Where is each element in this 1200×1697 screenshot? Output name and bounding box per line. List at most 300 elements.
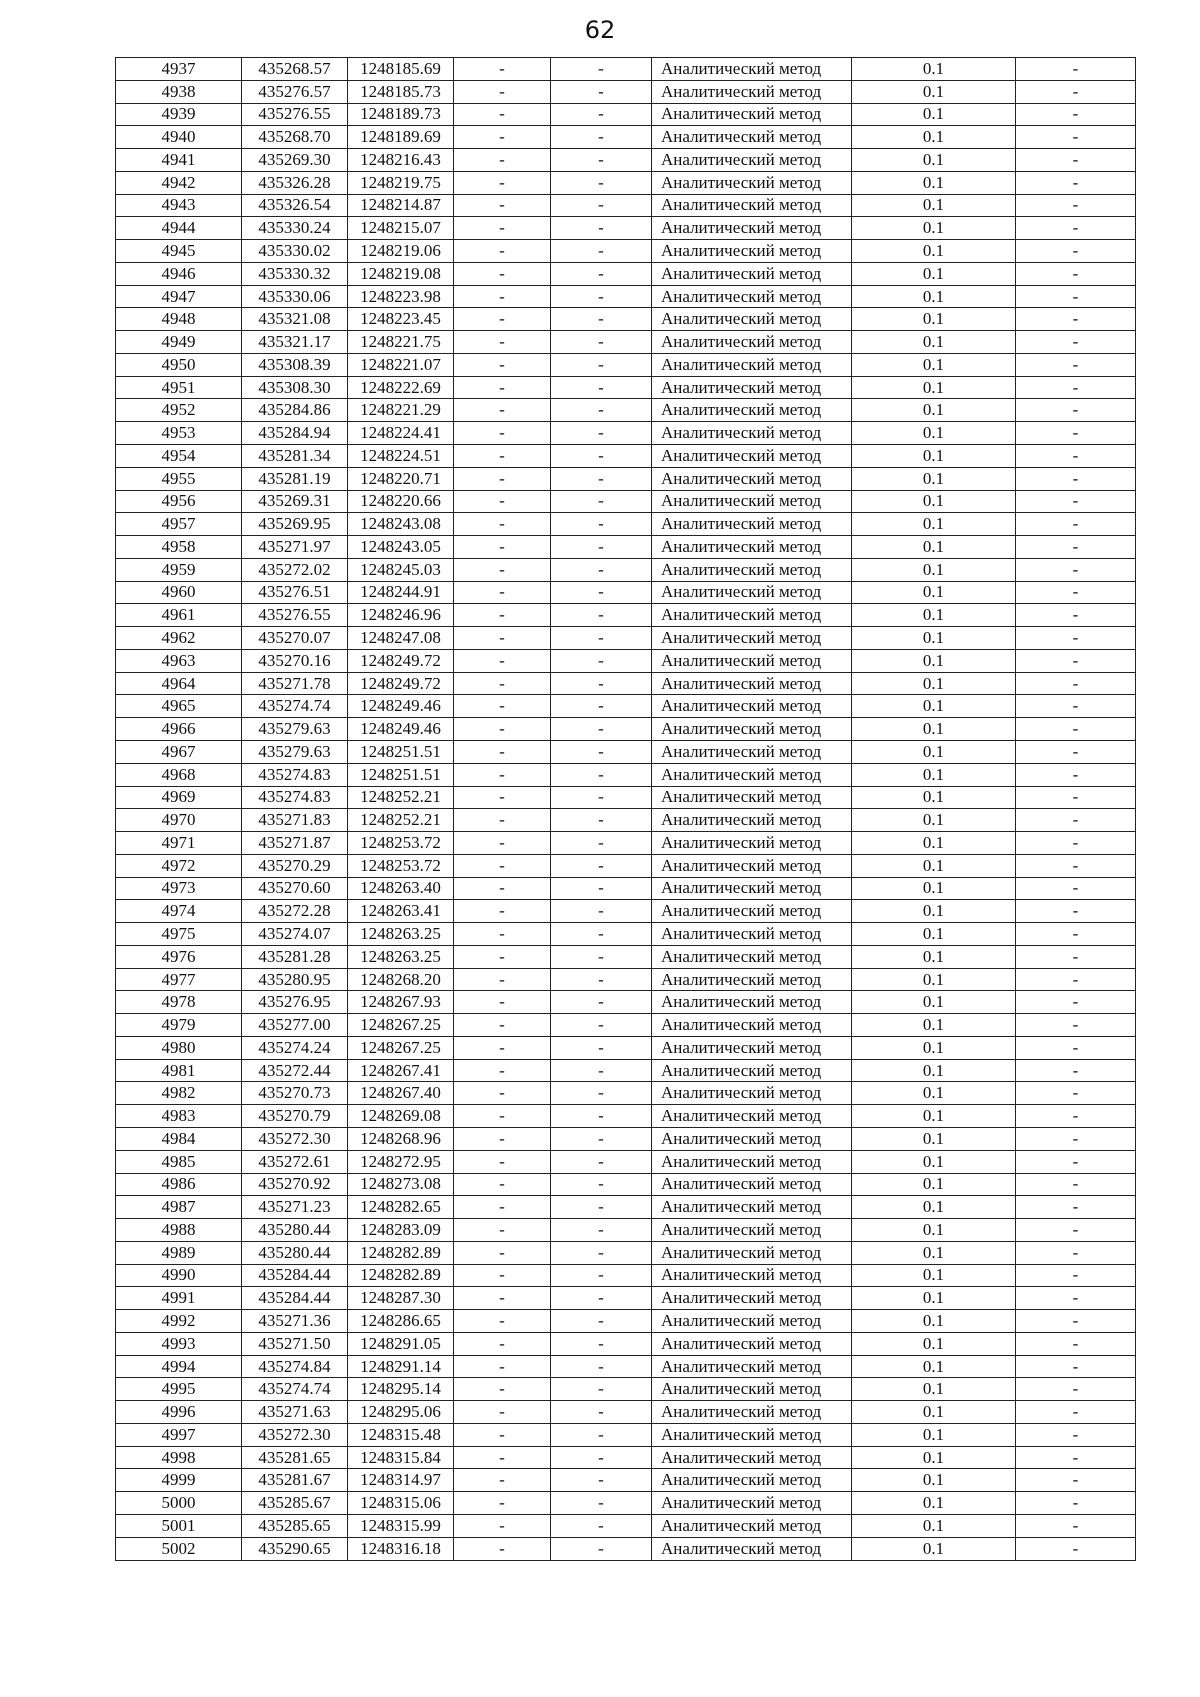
empty-cell: - xyxy=(1016,877,1136,900)
y-coordinate-cell: 1248185.73 xyxy=(348,80,454,103)
x-coordinate-cell: 435330.02 xyxy=(242,240,348,263)
method-cell: Аналитический метод xyxy=(652,649,852,672)
point-number-cell: 4960 xyxy=(116,581,242,604)
empty-cell: - xyxy=(1016,58,1136,81)
y-coordinate-cell: 1248252.21 xyxy=(348,786,454,809)
y-coordinate-cell: 1248219.75 xyxy=(348,171,454,194)
table-row xyxy=(116,58,1136,81)
empty-cell: - xyxy=(454,467,551,490)
x-coordinate-cell: 435274.74 xyxy=(242,695,348,718)
y-coordinate-cell: 1248283.09 xyxy=(348,1219,454,1242)
method-cell: Аналитический метод xyxy=(652,1492,852,1515)
x-coordinate-cell: 435280.95 xyxy=(242,968,348,991)
empty-cell: - xyxy=(454,1469,551,1492)
empty-cell: - xyxy=(551,1014,652,1037)
empty-cell: - xyxy=(1016,376,1136,399)
point-number-cell: 4975 xyxy=(116,923,242,946)
empty-cell: - xyxy=(1016,399,1136,422)
table-row xyxy=(116,399,1136,422)
x-coordinate-cell: 435270.79 xyxy=(242,1105,348,1128)
precision-cell: 0.1 xyxy=(852,445,1016,468)
x-coordinate-cell: 435285.67 xyxy=(242,1492,348,1515)
method-cell: Аналитический метод xyxy=(652,1173,852,1196)
point-number-cell: 4978 xyxy=(116,991,242,1014)
empty-cell: - xyxy=(454,763,551,786)
point-number-cell: 4998 xyxy=(116,1446,242,1469)
point-number-cell: 4997 xyxy=(116,1423,242,1446)
x-coordinate-cell: 435330.06 xyxy=(242,285,348,308)
empty-cell: - xyxy=(1016,627,1136,650)
empty-cell: - xyxy=(551,1287,652,1310)
precision-cell: 0.1 xyxy=(852,740,1016,763)
method-cell: Аналитический метод xyxy=(652,1150,852,1173)
empty-cell: - xyxy=(551,877,652,900)
table-row xyxy=(116,877,1136,900)
x-coordinate-cell: 435284.44 xyxy=(242,1264,348,1287)
precision-cell: 0.1 xyxy=(852,1036,1016,1059)
point-number-cell: 4948 xyxy=(116,308,242,331)
x-coordinate-cell: 435281.19 xyxy=(242,467,348,490)
y-coordinate-cell: 1248315.99 xyxy=(348,1515,454,1538)
x-coordinate-cell: 435308.30 xyxy=(242,376,348,399)
precision-cell: 0.1 xyxy=(852,262,1016,285)
method-cell: Аналитический метод xyxy=(652,581,852,604)
empty-cell: - xyxy=(551,1446,652,1469)
table-row xyxy=(116,445,1136,468)
empty-cell: - xyxy=(454,1332,551,1355)
empty-cell: - xyxy=(454,1401,551,1424)
method-cell: Аналитический метод xyxy=(652,1446,852,1469)
x-coordinate-cell: 435284.86 xyxy=(242,399,348,422)
table-row xyxy=(116,1446,1136,1469)
x-coordinate-cell: 435330.24 xyxy=(242,217,348,240)
precision-cell: 0.1 xyxy=(852,331,1016,354)
empty-cell: - xyxy=(1016,968,1136,991)
y-coordinate-cell: 1248282.89 xyxy=(348,1264,454,1287)
empty-cell: - xyxy=(1016,1014,1136,1037)
empty-cell: - xyxy=(1016,1241,1136,1264)
method-cell: Аналитический метод xyxy=(652,149,852,172)
point-number-cell: 5000 xyxy=(116,1492,242,1515)
precision-cell: 0.1 xyxy=(852,718,1016,741)
empty-cell: - xyxy=(454,877,551,900)
y-coordinate-cell: 1248272.95 xyxy=(348,1150,454,1173)
x-coordinate-cell: 435271.50 xyxy=(242,1332,348,1355)
empty-cell: - xyxy=(454,422,551,445)
empty-cell: - xyxy=(454,1150,551,1173)
y-coordinate-cell: 1248189.73 xyxy=(348,103,454,126)
point-number-cell: 4947 xyxy=(116,285,242,308)
y-coordinate-cell: 1248263.41 xyxy=(348,900,454,923)
point-number-cell: 4995 xyxy=(116,1378,242,1401)
empty-cell: - xyxy=(454,353,551,376)
empty-cell: - xyxy=(551,854,652,877)
empty-cell: - xyxy=(1016,422,1136,445)
precision-cell: 0.1 xyxy=(852,1423,1016,1446)
point-number-cell: 4942 xyxy=(116,171,242,194)
point-number-cell: 4967 xyxy=(116,740,242,763)
y-coordinate-cell: 1248224.41 xyxy=(348,422,454,445)
precision-cell: 0.1 xyxy=(852,376,1016,399)
method-cell: Аналитический метод xyxy=(652,900,852,923)
method-cell: Аналитический метод xyxy=(652,854,852,877)
x-coordinate-cell: 435272.61 xyxy=(242,1150,348,1173)
y-coordinate-cell: 1248268.96 xyxy=(348,1127,454,1150)
empty-cell: - xyxy=(1016,308,1136,331)
empty-cell: - xyxy=(454,217,551,240)
point-number-cell: 4953 xyxy=(116,422,242,445)
x-coordinate-cell: 435330.32 xyxy=(242,262,348,285)
method-cell: Аналитический метод xyxy=(652,877,852,900)
precision-cell: 0.1 xyxy=(852,1105,1016,1128)
empty-cell: - xyxy=(454,1287,551,1310)
x-coordinate-cell: 435270.16 xyxy=(242,649,348,672)
empty-cell: - xyxy=(454,740,551,763)
empty-cell: - xyxy=(1016,1446,1136,1469)
method-cell: Аналитический метод xyxy=(652,627,852,650)
table-row xyxy=(116,1537,1136,1560)
table-row xyxy=(116,1355,1136,1378)
x-coordinate-cell: 435284.44 xyxy=(242,1287,348,1310)
empty-cell: - xyxy=(454,240,551,263)
table-row xyxy=(116,536,1136,559)
empty-cell: - xyxy=(1016,80,1136,103)
empty-cell: - xyxy=(454,1173,551,1196)
method-cell: Аналитический метод xyxy=(652,1310,852,1333)
x-coordinate-cell: 435274.24 xyxy=(242,1036,348,1059)
y-coordinate-cell: 1248220.71 xyxy=(348,467,454,490)
method-cell: Аналитический метод xyxy=(652,58,852,81)
method-cell: Аналитический метод xyxy=(652,695,852,718)
point-number-cell: 4964 xyxy=(116,672,242,695)
y-coordinate-cell: 1248249.72 xyxy=(348,672,454,695)
empty-cell: - xyxy=(551,58,652,81)
empty-cell: - xyxy=(551,1150,652,1173)
point-number-cell: 4969 xyxy=(116,786,242,809)
x-coordinate-cell: 435274.83 xyxy=(242,786,348,809)
empty-cell: - xyxy=(454,1196,551,1219)
y-coordinate-cell: 1248316.18 xyxy=(348,1537,454,1560)
table-row xyxy=(116,194,1136,217)
empty-cell: - xyxy=(1016,649,1136,672)
point-number-cell: 4951 xyxy=(116,376,242,399)
empty-cell: - xyxy=(551,604,652,627)
point-number-cell: 4954 xyxy=(116,445,242,468)
method-cell: Аналитический метод xyxy=(652,1423,852,1446)
precision-cell: 0.1 xyxy=(852,1241,1016,1264)
x-coordinate-cell: 435270.07 xyxy=(242,627,348,650)
empty-cell: - xyxy=(551,308,652,331)
precision-cell: 0.1 xyxy=(852,285,1016,308)
empty-cell: - xyxy=(551,467,652,490)
empty-cell: - xyxy=(454,786,551,809)
table-row xyxy=(116,285,1136,308)
y-coordinate-cell: 1248315.84 xyxy=(348,1446,454,1469)
table-row xyxy=(116,968,1136,991)
table-row xyxy=(116,308,1136,331)
x-coordinate-cell: 435271.97 xyxy=(242,536,348,559)
empty-cell: - xyxy=(551,1219,652,1242)
empty-cell: - xyxy=(454,968,551,991)
precision-cell: 0.1 xyxy=(852,809,1016,832)
empty-cell: - xyxy=(551,376,652,399)
precision-cell: 0.1 xyxy=(852,490,1016,513)
y-coordinate-cell: 1248286.65 xyxy=(348,1310,454,1333)
y-coordinate-cell: 1248295.14 xyxy=(348,1378,454,1401)
y-coordinate-cell: 1248253.72 xyxy=(348,854,454,877)
empty-cell: - xyxy=(551,80,652,103)
empty-cell: - xyxy=(454,1127,551,1150)
empty-cell: - xyxy=(551,740,652,763)
empty-cell: - xyxy=(454,1105,551,1128)
table-row xyxy=(116,945,1136,968)
empty-cell: - xyxy=(1016,353,1136,376)
precision-cell: 0.1 xyxy=(852,695,1016,718)
table-row xyxy=(116,1127,1136,1150)
method-cell: Аналитический метод xyxy=(652,604,852,627)
empty-cell: - xyxy=(551,786,652,809)
x-coordinate-cell: 435269.95 xyxy=(242,513,348,536)
table-row xyxy=(116,513,1136,536)
table-row xyxy=(116,1036,1136,1059)
precision-cell: 0.1 xyxy=(852,923,1016,946)
precision-cell: 0.1 xyxy=(852,1219,1016,1242)
table-row xyxy=(116,240,1136,263)
point-number-cell: 4999 xyxy=(116,1469,242,1492)
y-coordinate-cell: 1248223.45 xyxy=(348,308,454,331)
empty-cell: - xyxy=(1016,103,1136,126)
point-number-cell: 4992 xyxy=(116,1310,242,1333)
x-coordinate-cell: 435274.84 xyxy=(242,1355,348,1378)
empty-cell: - xyxy=(1016,1469,1136,1492)
x-coordinate-cell: 435279.63 xyxy=(242,740,348,763)
x-coordinate-cell: 435308.39 xyxy=(242,353,348,376)
table-row xyxy=(116,1196,1136,1219)
empty-cell: - xyxy=(1016,991,1136,1014)
empty-cell: - xyxy=(454,331,551,354)
empty-cell: - xyxy=(454,1310,551,1333)
table-row xyxy=(116,331,1136,354)
precision-cell: 0.1 xyxy=(852,1127,1016,1150)
table-row xyxy=(116,490,1136,513)
empty-cell: - xyxy=(1016,1515,1136,1538)
table-row xyxy=(116,1173,1136,1196)
point-number-cell: 4937 xyxy=(116,58,242,81)
precision-cell: 0.1 xyxy=(852,240,1016,263)
empty-cell: - xyxy=(1016,740,1136,763)
empty-cell: - xyxy=(551,1401,652,1424)
empty-cell: - xyxy=(1016,1537,1136,1560)
x-coordinate-cell: 435272.30 xyxy=(242,1127,348,1150)
table-row xyxy=(116,1241,1136,1264)
y-coordinate-cell: 1248243.08 xyxy=(348,513,454,536)
table-row xyxy=(116,672,1136,695)
precision-cell: 0.1 xyxy=(852,399,1016,422)
point-number-cell: 4996 xyxy=(116,1401,242,1424)
y-coordinate-cell: 1248251.51 xyxy=(348,740,454,763)
method-cell: Аналитический метод xyxy=(652,1264,852,1287)
empty-cell: - xyxy=(1016,945,1136,968)
table-row xyxy=(116,923,1136,946)
method-cell: Аналитический метод xyxy=(652,763,852,786)
method-cell: Аналитический метод xyxy=(652,240,852,263)
x-coordinate-cell: 435290.65 xyxy=(242,1537,348,1560)
x-coordinate-cell: 435272.30 xyxy=(242,1423,348,1446)
empty-cell: - xyxy=(1016,854,1136,877)
point-number-cell: 4938 xyxy=(116,80,242,103)
empty-cell: - xyxy=(551,1241,652,1264)
empty-cell: - xyxy=(1016,1492,1136,1515)
x-coordinate-cell: 435276.57 xyxy=(242,80,348,103)
precision-cell: 0.1 xyxy=(852,1401,1016,1424)
x-coordinate-cell: 435284.94 xyxy=(242,422,348,445)
x-coordinate-cell: 435269.30 xyxy=(242,149,348,172)
empty-cell: - xyxy=(1016,900,1136,923)
empty-cell: - xyxy=(454,558,551,581)
empty-cell: - xyxy=(551,126,652,149)
empty-cell: - xyxy=(551,923,652,946)
precision-cell: 0.1 xyxy=(852,1196,1016,1219)
precision-cell: 0.1 xyxy=(852,1014,1016,1037)
method-cell: Аналитический метод xyxy=(652,171,852,194)
empty-cell: - xyxy=(1016,194,1136,217)
empty-cell: - xyxy=(551,240,652,263)
empty-cell: - xyxy=(1016,217,1136,240)
empty-cell: - xyxy=(454,809,551,832)
point-number-cell: 5002 xyxy=(116,1537,242,1560)
point-number-cell: 4946 xyxy=(116,262,242,285)
point-number-cell: 4982 xyxy=(116,1082,242,1105)
precision-cell: 0.1 xyxy=(852,513,1016,536)
empty-cell: - xyxy=(1016,786,1136,809)
empty-cell: - xyxy=(454,308,551,331)
empty-cell: - xyxy=(1016,809,1136,832)
method-cell: Аналитический метод xyxy=(652,262,852,285)
y-coordinate-cell: 1248267.25 xyxy=(348,1036,454,1059)
precision-cell: 0.1 xyxy=(852,1492,1016,1515)
empty-cell: - xyxy=(454,1492,551,1515)
empty-cell: - xyxy=(551,763,652,786)
empty-cell: - xyxy=(551,945,652,968)
method-cell: Аналитический метод xyxy=(652,103,852,126)
point-number-cell: 4958 xyxy=(116,536,242,559)
empty-cell: - xyxy=(454,103,551,126)
y-coordinate-cell: 1248282.65 xyxy=(348,1196,454,1219)
method-cell: Аналитический метод xyxy=(652,558,852,581)
x-coordinate-cell: 435274.83 xyxy=(242,763,348,786)
y-coordinate-cell: 1248247.08 xyxy=(348,627,454,650)
x-coordinate-cell: 435281.67 xyxy=(242,1469,348,1492)
x-coordinate-cell: 435277.00 xyxy=(242,1014,348,1037)
method-cell: Аналитический метод xyxy=(652,1127,852,1150)
empty-cell: - xyxy=(1016,445,1136,468)
y-coordinate-cell: 1248221.75 xyxy=(348,331,454,354)
empty-cell: - xyxy=(1016,240,1136,263)
empty-cell: - xyxy=(1016,1082,1136,1105)
y-coordinate-cell: 1248291.05 xyxy=(348,1332,454,1355)
precision-cell: 0.1 xyxy=(852,649,1016,672)
y-coordinate-cell: 1248244.91 xyxy=(348,581,454,604)
empty-cell: - xyxy=(1016,832,1136,855)
empty-cell: - xyxy=(454,1036,551,1059)
table-row xyxy=(116,1264,1136,1287)
empty-cell: - xyxy=(551,285,652,308)
table-row xyxy=(116,1059,1136,1082)
empty-cell: - xyxy=(551,1515,652,1538)
x-coordinate-cell: 435271.78 xyxy=(242,672,348,695)
empty-cell: - xyxy=(454,262,551,285)
empty-cell: - xyxy=(1016,262,1136,285)
method-cell: Аналитический метод xyxy=(652,1241,852,1264)
precision-cell: 0.1 xyxy=(852,1469,1016,1492)
y-coordinate-cell: 1248267.41 xyxy=(348,1059,454,1082)
empty-cell: - xyxy=(551,1492,652,1515)
method-cell: Аналитический метод xyxy=(652,490,852,513)
empty-cell: - xyxy=(1016,718,1136,741)
y-coordinate-cell: 1248267.25 xyxy=(348,1014,454,1037)
empty-cell: - xyxy=(454,376,551,399)
empty-cell: - xyxy=(1016,763,1136,786)
y-coordinate-cell: 1248315.06 xyxy=(348,1492,454,1515)
empty-cell: - xyxy=(454,1014,551,1037)
x-coordinate-cell: 435272.28 xyxy=(242,900,348,923)
precision-cell: 0.1 xyxy=(852,968,1016,991)
point-number-cell: 4971 xyxy=(116,832,242,855)
y-coordinate-cell: 1248249.72 xyxy=(348,649,454,672)
empty-cell: - xyxy=(454,513,551,536)
empty-cell: - xyxy=(454,445,551,468)
precision-cell: 0.1 xyxy=(852,149,1016,172)
empty-cell: - xyxy=(454,1059,551,1082)
point-number-cell: 4968 xyxy=(116,763,242,786)
empty-cell: - xyxy=(551,718,652,741)
precision-cell: 0.1 xyxy=(852,1082,1016,1105)
method-cell: Аналитический метод xyxy=(652,1287,852,1310)
table-row xyxy=(116,991,1136,1014)
table-row xyxy=(116,786,1136,809)
empty-cell: - xyxy=(1016,1059,1136,1082)
point-number-cell: 4983 xyxy=(116,1105,242,1128)
empty-cell: - xyxy=(454,945,551,968)
method-cell: Аналитический метод xyxy=(652,353,852,376)
x-coordinate-cell: 435268.70 xyxy=(242,126,348,149)
point-number-cell: 4950 xyxy=(116,353,242,376)
point-number-cell: 4959 xyxy=(116,558,242,581)
x-coordinate-cell: 435326.28 xyxy=(242,171,348,194)
empty-cell: - xyxy=(454,1378,551,1401)
empty-cell: - xyxy=(454,58,551,81)
y-coordinate-cell: 1248251.51 xyxy=(348,763,454,786)
precision-cell: 0.1 xyxy=(852,1446,1016,1469)
empty-cell: - xyxy=(454,1355,551,1378)
method-cell: Аналитический метод xyxy=(652,217,852,240)
method-cell: Аналитический метод xyxy=(652,923,852,946)
empty-cell: - xyxy=(1016,171,1136,194)
empty-cell: - xyxy=(551,991,652,1014)
empty-cell: - xyxy=(1016,467,1136,490)
empty-cell: - xyxy=(551,649,652,672)
x-coordinate-cell: 435274.74 xyxy=(242,1378,348,1401)
precision-cell: 0.1 xyxy=(852,1378,1016,1401)
point-number-cell: 4987 xyxy=(116,1196,242,1219)
empty-cell: - xyxy=(454,171,551,194)
table-row xyxy=(116,900,1136,923)
point-number-cell: 4972 xyxy=(116,854,242,877)
x-coordinate-cell: 435272.44 xyxy=(242,1059,348,1082)
y-coordinate-cell: 1248295.06 xyxy=(348,1401,454,1424)
method-cell: Аналитический метод xyxy=(652,536,852,559)
y-coordinate-cell: 1248267.40 xyxy=(348,1082,454,1105)
